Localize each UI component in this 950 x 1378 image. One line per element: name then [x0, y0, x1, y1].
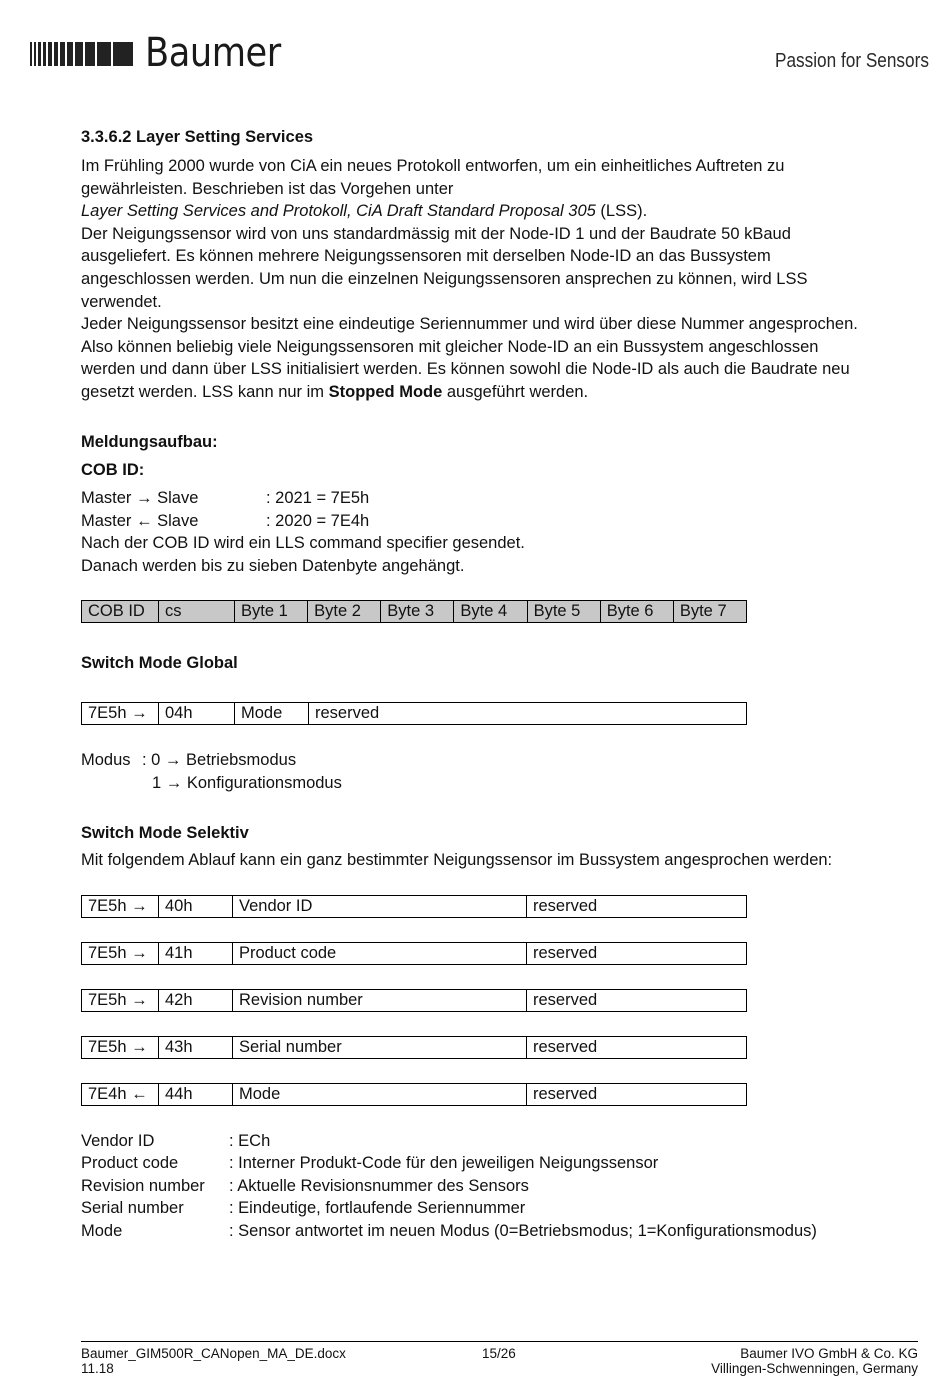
paragraph-line: Jeder Neigungssensor besitzt eine eindeutige Seriennummer und wird über diese Nummer angesprochen.: [81, 315, 858, 333]
paragraph-line: Also können beliebig viele Neigungssensoren mit gleicher Node-ID an ein Bussystem angeschlossen: [81, 338, 819, 356]
table-cell: Mode: [235, 703, 309, 725]
table-cell: 43h: [159, 1037, 233, 1059]
table-cell: Product code: [233, 943, 527, 965]
message-heading: Meldungsaufbau:: [81, 433, 218, 451]
definition-term: Product code: [81, 1154, 179, 1172]
table-row: [82, 703, 747, 725]
footer-filename: Baumer_GIM500R_CANopen_MA_DE.docx: [81, 1346, 346, 1361]
spec-abbreviation: (LSS).: [595, 202, 648, 220]
definition-desc: : Interner Produkt-Code für den jeweiligen Neigungssensor: [229, 1154, 659, 1172]
table-cell: 7E4h ←: [82, 1084, 159, 1106]
table-cell: reserved: [527, 943, 747, 965]
table-cell: 7E5h →: [82, 943, 159, 965]
section-heading: 3.3.6.2 Layer Setting Services: [81, 128, 314, 146]
frame-header-table: [81, 600, 747, 623]
definition-term: Revision number: [81, 1177, 205, 1195]
spec-reference: Layer Setting Services and Protokoll, CiA Draft Standard Proposal 305: [81, 202, 596, 220]
paragraph-line: ausgeliefert. Es können mehrere Neigungssensoren mit derselben Node-ID an das Bussystem: [81, 247, 771, 265]
table-cell: Byte 4: [454, 601, 527, 623]
table-cell: Serial number: [233, 1037, 527, 1059]
table-row: [82, 1084, 747, 1106]
selektiv-table-revision: [81, 989, 747, 1012]
modus-value: 1 → Konfigurationsmodus: [152, 774, 342, 792]
cob-row-label: Master ← Slave: [81, 512, 199, 530]
switch-global-heading: Switch Mode Global: [81, 654, 238, 672]
table-row: [82, 990, 747, 1012]
paragraph-line: werden und dann über LSS initialisiert werden. Es können sowohl die Node-ID als auch die Baudrate neu: [81, 360, 850, 378]
table-cell: Byte 5: [527, 601, 600, 623]
table-cell: reserved: [527, 896, 747, 918]
footer-divider: [81, 1341, 918, 1342]
footer-location: Villingen-Schwenningen, Germany: [711, 1361, 918, 1376]
table-cell: 41h: [159, 943, 233, 965]
selektiv-table-mode: [81, 1083, 747, 1106]
table-cell: Vendor ID: [233, 896, 527, 918]
table-cell: 7E5h →: [82, 990, 159, 1012]
switch-global-table: [81, 702, 747, 725]
stopped-mode-term: Stopped Mode: [328, 383, 443, 401]
definition-term: Serial number: [81, 1199, 184, 1217]
paragraph-line: verwendet.: [81, 293, 162, 311]
definition-desc: : Aktuelle Revisionsnummer des Sensors: [229, 1177, 529, 1195]
cob-row-value: : 2020 = 7E4h: [266, 512, 370, 530]
table-cell: reserved: [527, 1084, 747, 1106]
paragraph-line: [81, 383, 588, 402]
cob-id-heading: COB ID:: [81, 461, 145, 479]
switch-selektiv-heading: Switch Mode Selektiv: [81, 824, 249, 842]
table-row: [82, 896, 747, 918]
table-cell: cs: [159, 601, 235, 623]
text-span: ausgeführt werden.: [442, 383, 589, 401]
table-cell: reserved: [527, 1037, 747, 1059]
definition-desc: : Eindeutige, fortlaufende Seriennummer: [229, 1199, 526, 1217]
table-cell: 7E5h →: [82, 1037, 159, 1059]
table-cell: 42h: [159, 990, 233, 1012]
selektiv-table-serial: [81, 1036, 747, 1059]
table-cell: Byte 3: [381, 601, 454, 623]
tagline: Passion for Sensors: [775, 50, 929, 72]
table-cell: 44h: [159, 1084, 233, 1106]
table-cell: 7E5h →: [82, 896, 159, 918]
cob-row-value: : 2021 = 7E5h: [266, 489, 370, 507]
brand-name: Baumer: [145, 30, 281, 76]
table-cell: Byte 1: [235, 601, 308, 623]
note-line: Nach der COB ID wird ein LLS command specifier gesendet.: [81, 534, 525, 552]
note-line: Danach werden bis zu sieben Datenbyte angehängt.: [81, 557, 465, 575]
paragraph-line: gewährleisten. Beschrieben ist das Vorgehen unter: [81, 180, 454, 198]
table-cell: Byte 6: [600, 601, 673, 623]
paragraph-line: Der Neigungssensor wird von uns standardmässig mit der Node-ID 1 und der Baudrate 50 kBaud: [81, 225, 791, 243]
table-cell: Byte 2: [308, 601, 381, 623]
baumer-logo-icon: [30, 38, 134, 70]
definition-desc: : ECh: [229, 1132, 271, 1150]
table-cell: reserved: [309, 703, 747, 725]
table-cell: 04h: [159, 703, 235, 725]
paragraph-line: angeschlossen werden. Um nun die einzelnen Neigungssensoren ansprechen zu können, wird LSS: [81, 270, 808, 288]
definition-term: Vendor ID: [81, 1132, 155, 1150]
footer-company: Baumer IVO GmbH & Co. KG: [740, 1346, 918, 1361]
selektiv-table-product: [81, 942, 747, 965]
table-row: [82, 1037, 747, 1059]
selektiv-table-vendor: [81, 895, 747, 918]
page-number: 15/26: [482, 1346, 516, 1361]
table-row: [82, 601, 747, 623]
paragraph-line: Im Frühling 2000 wurde von CiA ein neues Protokoll entworfen, um ein einheitliches Auftreten zu: [81, 157, 785, 175]
paragraph-line: [81, 202, 647, 221]
footer-date: 11.18: [81, 1361, 114, 1376]
switch-selektiv-intro: Mit folgendem Ablauf kann ein ganz bestimmter Neigungssensor im Bussystem angesprochen werden:: [81, 851, 833, 869]
definition-desc: : Sensor antwortet im neuen Modus (0=Betriebsmodus; 1=Konfigurationsmodus): [229, 1222, 817, 1240]
table-cell: 7E5h →: [82, 703, 159, 725]
text-span: gesetzt werden. LSS kann nur im: [81, 383, 329, 401]
modus-value: : 0 → Betriebsmodus: [142, 751, 297, 769]
table-cell: reserved: [527, 990, 747, 1012]
table-cell: Mode: [233, 1084, 527, 1106]
table-cell: 40h: [159, 896, 233, 918]
definition-term: Mode: [81, 1222, 123, 1240]
table-row: [82, 943, 747, 965]
table-cell: Revision number: [233, 990, 527, 1012]
table-cell: COB ID: [82, 601, 159, 623]
cob-row-label: Master → Slave: [81, 489, 199, 507]
table-cell: Byte 7: [673, 601, 746, 623]
modus-label: Modus: [81, 751, 131, 769]
